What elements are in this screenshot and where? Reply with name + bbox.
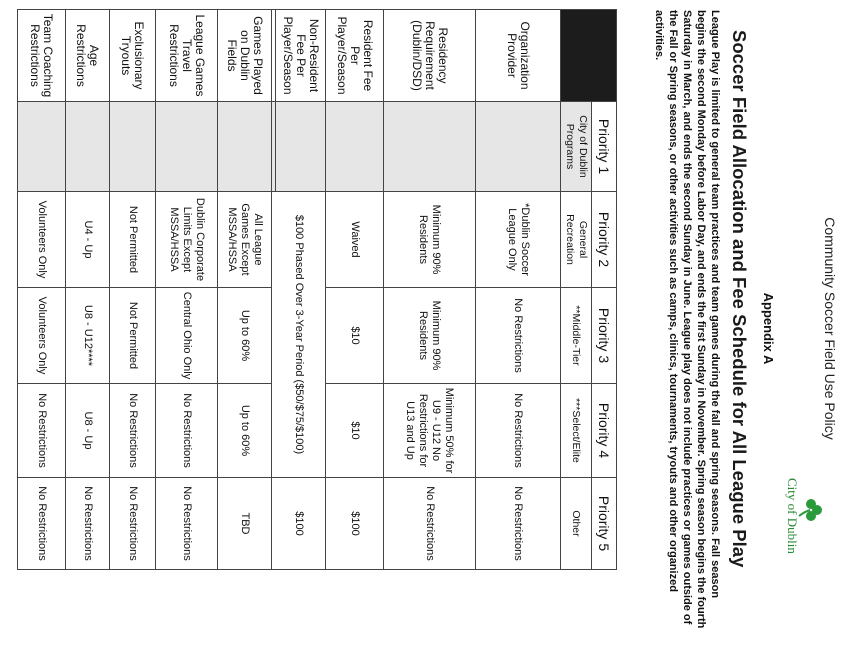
table-cell [18,102,66,192]
table-cell: No Restrictions [476,478,561,570]
table-cell: *Dublin Soccer League Only [476,192,561,288]
document-title: Soccer Field Allocation and Fee Schedule for All League Play [729,30,750,568]
shamrock-icon [798,496,824,524]
table-cell: No Restrictions [66,478,110,570]
priority-header: Priority 1 [592,102,617,192]
table-cell: U4 - Up [66,192,110,288]
row-label: Organization Provider [476,10,561,102]
table-row-organization [476,10,561,570]
row-label: Games Played on Dublin Fields [218,10,272,102]
table-cell: Up to 60% [218,384,272,478]
priority-header: Priority 5 [592,478,617,570]
table-cell [326,102,384,192]
table-row-travel [156,10,218,570]
table-cell: $100 [272,478,326,570]
table-cell [476,102,561,192]
row-label: Residency Requirement (Dublin/DSD) [384,10,476,102]
row-label: Resident Fee Per Player/Season [326,10,384,102]
table-cell: No Restrictions [384,478,476,570]
row-label: League Games Travel Restrictions [156,10,218,102]
table-row-resident-fee [326,10,384,570]
table-cell: Minimum 50% for U9 - U12 No Restrictions for U13 and Up [384,384,476,478]
table-cell [276,102,326,192]
table-cell: All League Games Except MSSA/HSSA [218,192,272,288]
table-cell: $10 [326,288,384,384]
table-row-games-dublin [218,10,272,570]
subheader-cell: Other [561,478,592,570]
table-cell: Waived [326,192,384,288]
table-cell [218,102,272,192]
table-cell: Volunteers Only [18,288,66,384]
table-row-age [66,10,110,570]
appendix-label: Appendix A [761,292,776,365]
table-header-row [592,10,617,570]
table-row-nonresident-fee [276,10,326,570]
table-cell [66,102,110,192]
row-label: Non-Resident Fee Per Player/Season [276,10,326,102]
table-row-residency [384,10,476,570]
table-cell: No Restrictions [18,478,66,570]
table-cell: $100 [326,478,384,570]
table-cell: $10 [326,384,384,478]
table-cell: Not Permitted [110,192,156,288]
intro-paragraph: League Play is limited to general team practices and team games during the fall and spring seasons. Fall season begins the second Monday before Labor Day, and ends the first Sunday in November. Spring season begins the fourth Saturday in March, and ends the second Sunday in June. League play does not include practices or games outside of the Fall or Spring seasons, or other activities such as camps, clinics, tournaments, tryouts and other organized activities. [653,10,721,629]
table-row-coaching [18,10,66,570]
table-cell: Minimum 90% Residents [384,288,476,384]
priority-header: Priority 3 [592,288,617,384]
row-label: Exclusionary Tryouts [110,10,156,102]
table-cell: No Restrictions [156,384,218,478]
subheader-cell: City of Dublin Programs [561,102,592,192]
table-cell: Central Ohio Only [156,288,218,384]
table-cell: No Restrictions [476,288,561,384]
row-label: Team Coaching Restrictions [18,10,66,102]
table-cell: U8 - U12**** [66,288,110,384]
merged-fee-cell: $100 Phased Over 3-Year Period ($50/$75/$100) [272,192,326,478]
table-cell [384,102,476,192]
table-cell: No Restrictions [110,384,156,478]
table-cell: No Restrictions [110,478,156,570]
table-cell: TBD [218,478,272,570]
priority-header: Priority 4 [592,384,617,478]
table-cell: No Restrictions [156,478,218,570]
allocation-fee-table [17,9,617,570]
table-cell: Minimum 90% Residents [384,192,476,288]
table-cell: Up to 60% [218,288,272,384]
table-cell: Not Permitted [110,288,156,384]
header-corner [561,10,617,102]
table-cell: No Restrictions [18,384,66,478]
policy-title: Community Soccer Field Use Policy [822,217,838,440]
subheader-cell: **Middle-Tier [561,288,592,384]
subheader-cell: ***Select/Elite [561,384,592,478]
row-label: Age Restrictions [66,10,110,102]
table-cell: U8 - Up [66,384,110,478]
city-of-dublin-logo [780,456,824,556]
table-cell [110,102,156,192]
table-cell: No Restrictions [476,384,561,478]
table-cell: Volunteers Only [18,192,66,288]
priority-header: Priority 2 [592,192,617,288]
table-cell: Dublin Corporate Limits Except MSSA/HSSA [156,192,218,288]
logo-wordmark: City of Dublin [785,478,800,554]
subheader-cell: General Recreation [561,192,592,288]
table-cell [156,102,218,192]
table-row-tryouts [110,10,156,570]
